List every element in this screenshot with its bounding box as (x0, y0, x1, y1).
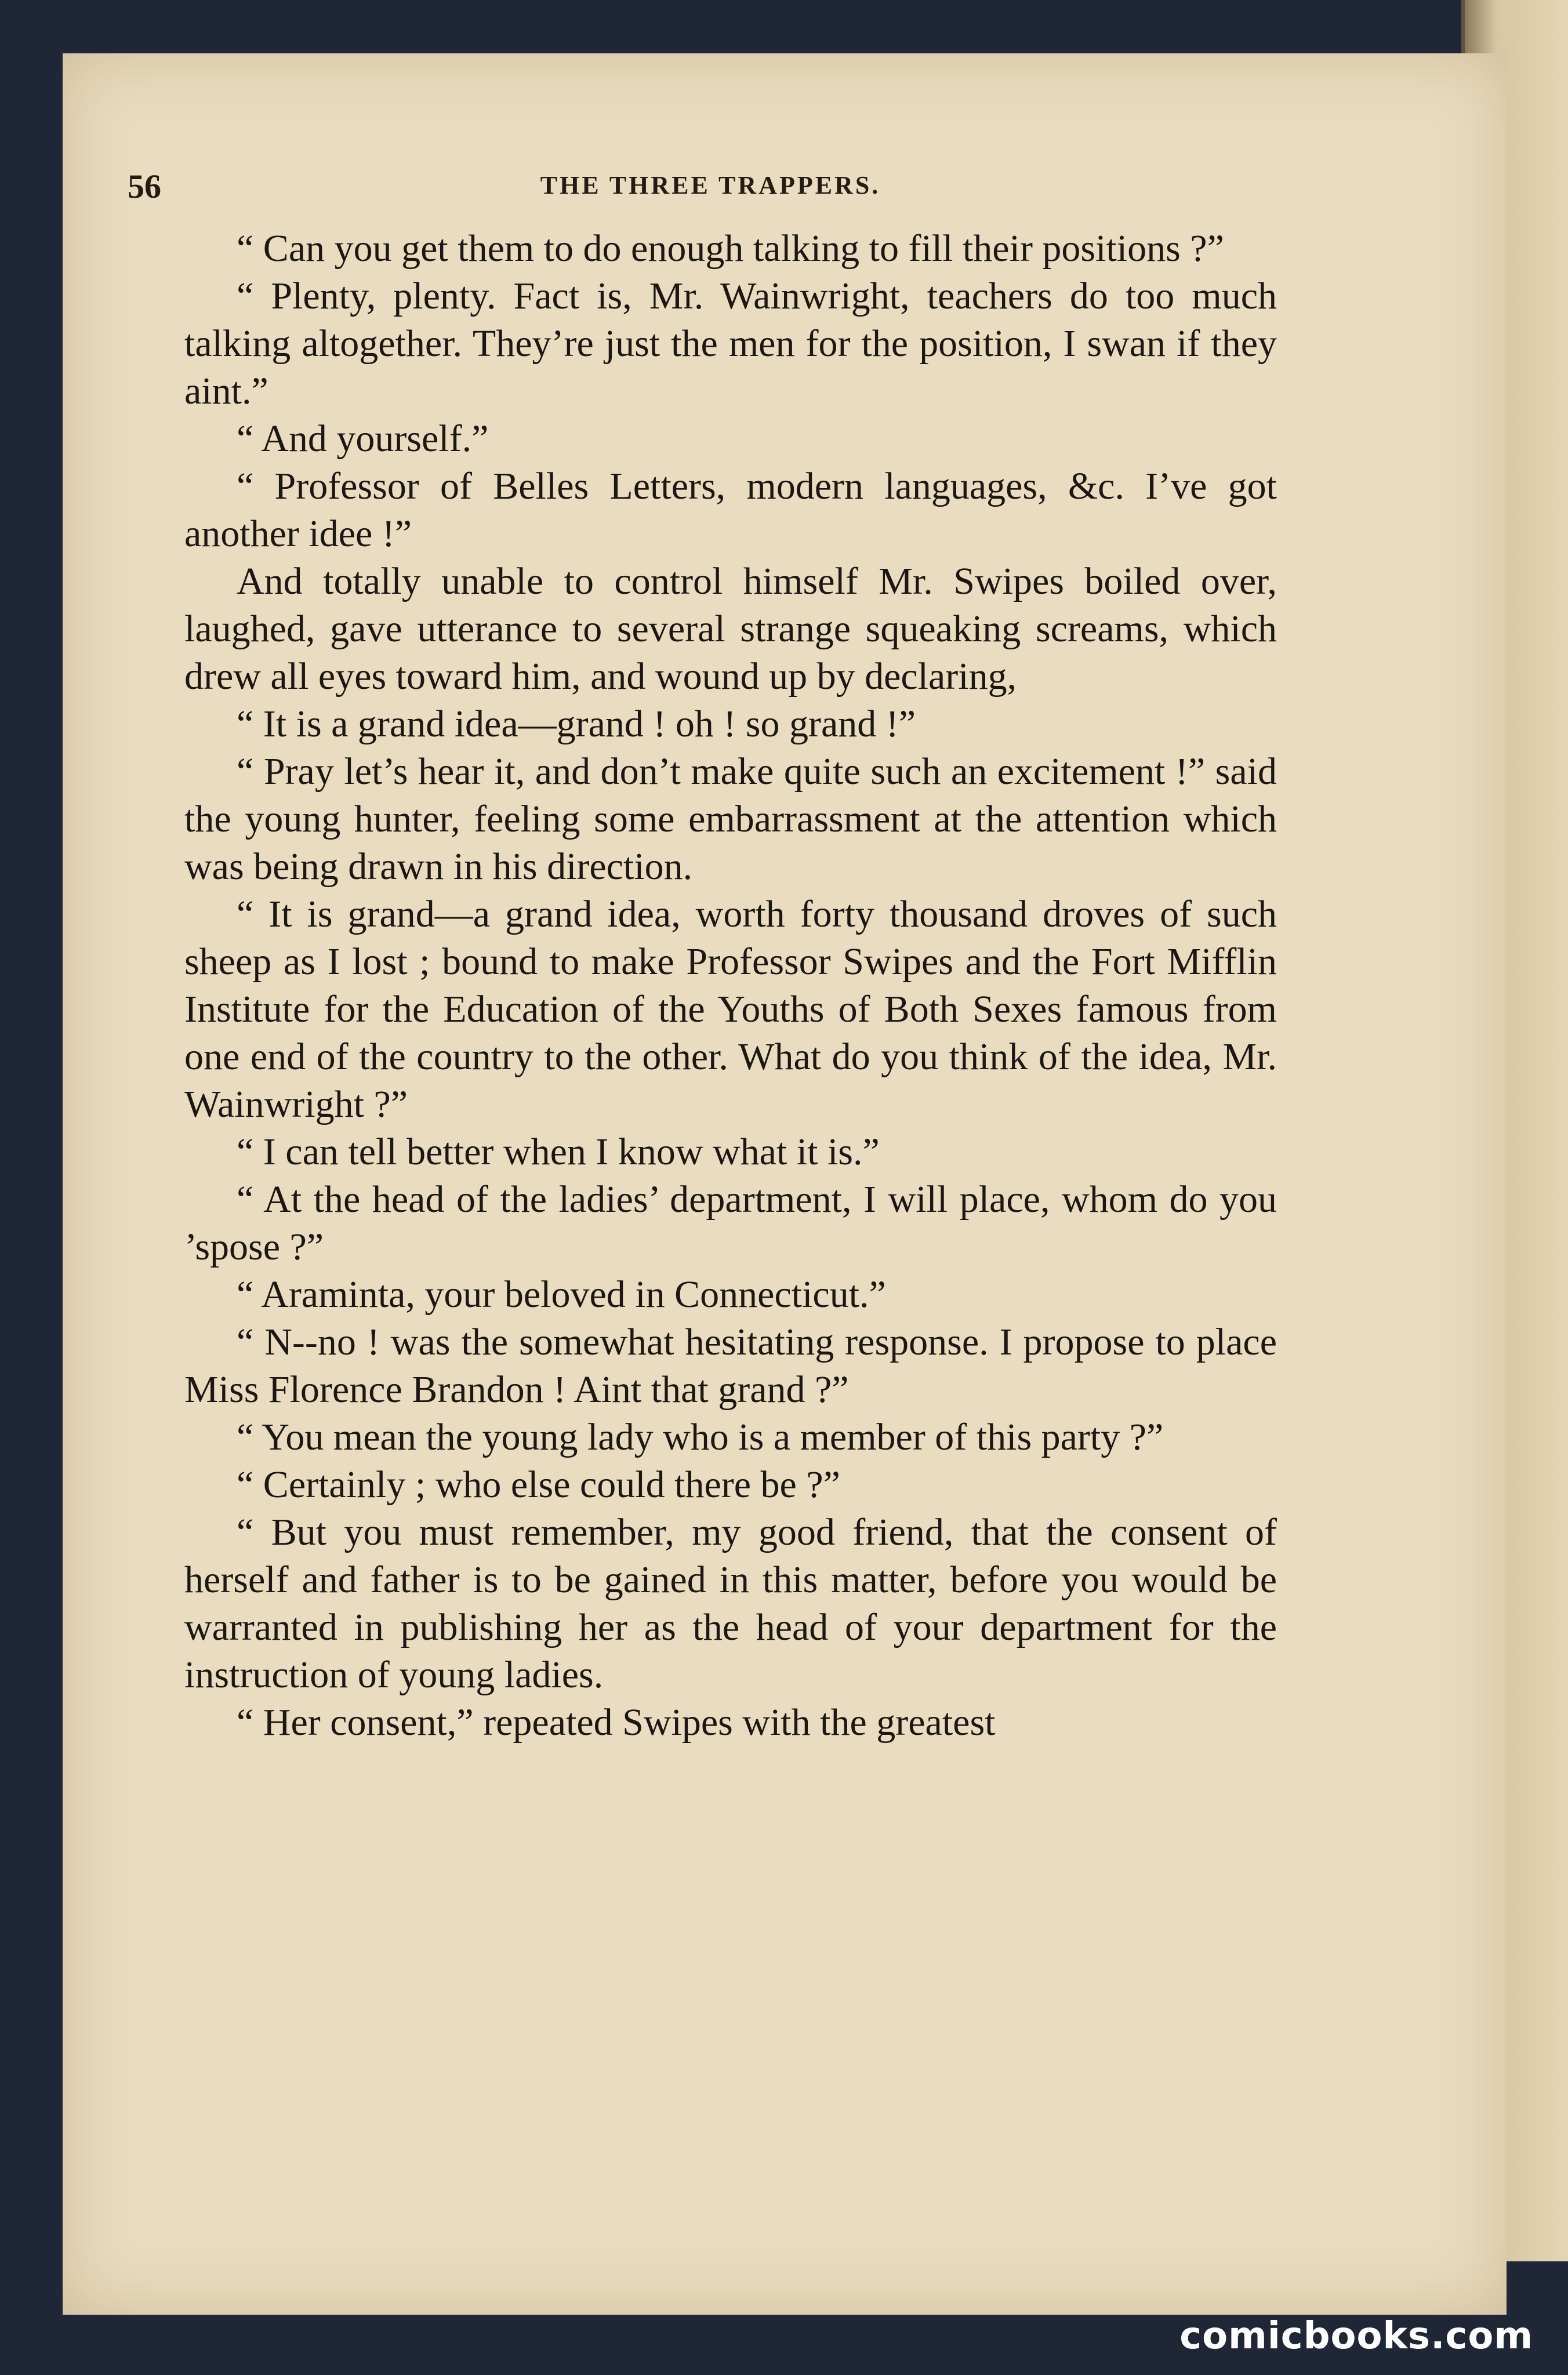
paragraph: “ Certainly ; who else could there be ?” (237, 1464, 840, 1506)
paragraph: “ At the head of the ladies’ department, I will place, whom do you ’spose ?” (184, 1178, 1277, 1268)
paragraph: “ But you must remember, my good friend, that the consent of herself and father is to be gained in this matter, before you would be warranted in publishing her as the head of your department for the instruction of young ladies. (184, 1511, 1277, 1696)
body-text (184, 225, 1277, 1746)
paragraph: “ You mean the young lady who is a member of this party ?” (237, 1416, 1164, 1458)
paragraph: “ I can tell better when I know what it is.” (237, 1131, 880, 1173)
page-number: 56 (128, 168, 161, 205)
site-watermark: comicbooks.com (1179, 2315, 1533, 2358)
paragraph: “ Pray let’s hear it, and don’t make quite such an excitement !” said the young hunter, feeling some embarrassment at the attention which was being drawn in his direction. (184, 750, 1277, 888)
paragraph: “ Her consent,” repeated Swipes with the greatest (237, 1701, 996, 1744)
paragraph: “ Can you get them to do enough talking to fill their positions ?” (237, 227, 1224, 270)
paragraph: “ It is grand—a grand idea, worth forty thousand droves of such sheep as I lost ; bound to make Professor Swipes and the Fort Mifflin Institute for the Education of the Youths of Both Sexes famous from one end of the country to the other. What do you think of the idea, Mr. Wainwright ?” (184, 893, 1277, 1125)
running-head: THE THREE TRAPPERS. (540, 171, 881, 199)
paragraph: “ It is a grand idea—grand ! oh ! so grand !” (237, 703, 916, 745)
paragraph: “ Professor of Belles Letters, modern languages, &c. I’ve got another idee !” (184, 465, 1277, 555)
paragraph: “ Araminta, your beloved in Connecticut.” (237, 1273, 886, 1316)
paragraph: “ Plenty, plenty. Fact is, Mr. Wainwright, teachers do too much talking altogether. They’re just the men for the position, I swan if they aint.” (184, 275, 1277, 412)
paragraph: And totally unable to control himself Mr. Swipes boiled over, laughed, gave utterance to several strange squeaking screams, which drew all eyes toward him, and wound up by declaring, (184, 560, 1277, 698)
page-header (128, 167, 1293, 213)
paragraph: “ And yourself.” (237, 417, 489, 460)
paragraph: “ N--no ! was the somewhat hesitating response. I propose to place Miss Florence Brandon ! Aint that grand ?” (184, 1321, 1277, 1411)
